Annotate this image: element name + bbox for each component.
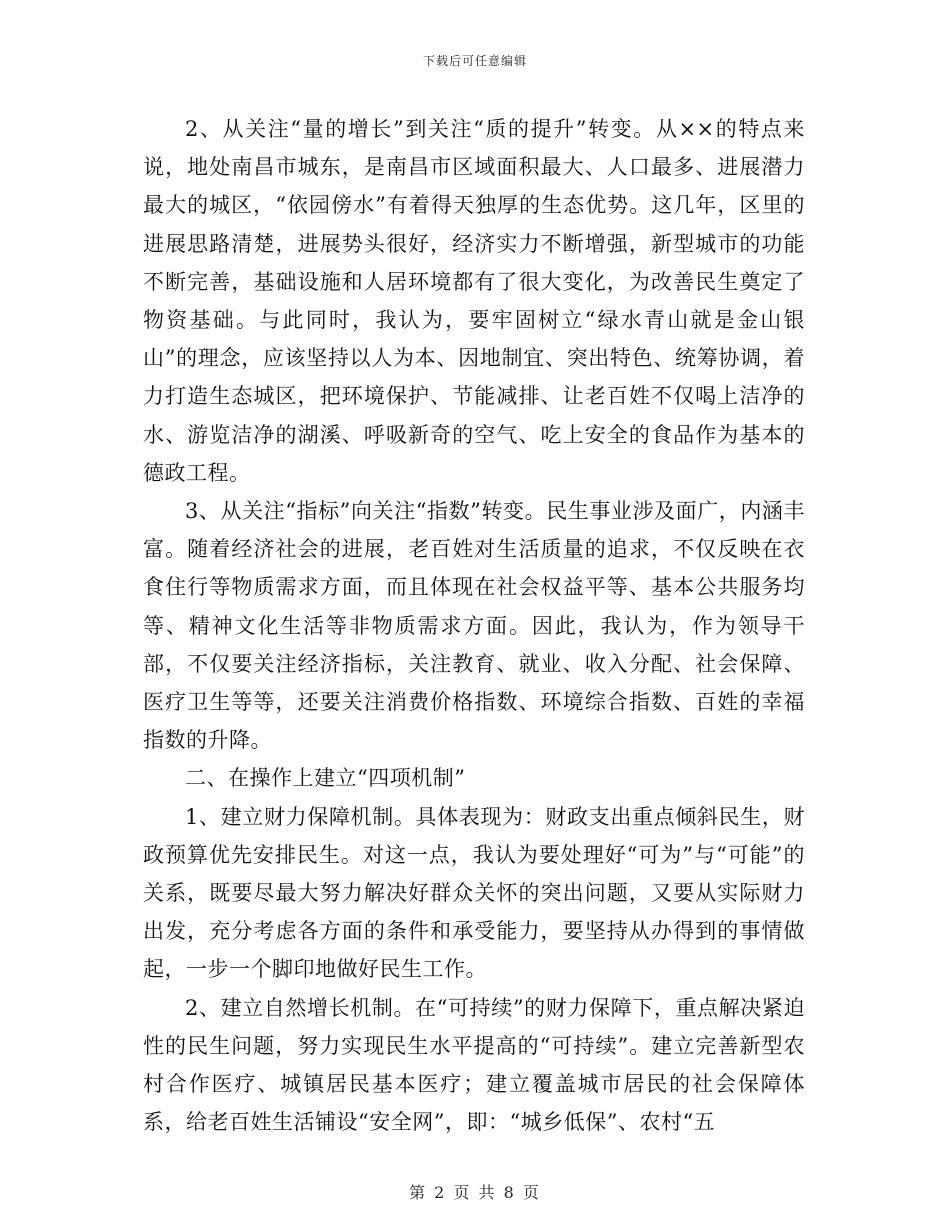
body-text [143,110,805,1141]
paragraph-point-2-quality: 2、从关注“量的增长”到关注“质的提升”转变。从××的特点来说，地处南昌市城东，是南昌市区域面积最大、人口最多、进展潜力最大的城区，“依园傍水”有着得天独厚的生态优势。这几年，区里的进展思路清楚，进展势头很好，经济实力不断增强，新型城市的功能不断完善，基础设施和人居环境都有了很大变化，为改善民生奠定了物资基础。与此同时，我认为，要牢固树立“绿水青山就是金山银山”的理念，应该坚持以人为本、因地制宜、突出特色、统筹协调，着力打造生态城区，把环境保护、节能减排、让老百姓不仅喝上洁净的水、游览洁净的湖溪、呼吸新奇的空气、吃上安全的食品作为基本的德政工程。 [143,117,805,485]
section-heading-four-mechanisms: 二、在操作上建立“四项机制” [185,766,466,791]
page-number-footer: 第 2 页 共 8 页 [409,1183,541,1202]
paragraph-financial-guarantee: 1、建立财力保障机制。具体表现为：财政支出重点倾斜民生，财政预算优先安排民生。对这一点，我认为要处理好“可为”与“可能”的关系，既要尽最大努力解决好群众关怀的突出问题，又要从实际财力出发，充分考虑各方面的条件和承受能力，要坚持从办得到的事情做起，一步一个脚印地做好民生工作。 [143,804,805,982]
page-header: 下载后可任意编辑 [422,54,527,68]
paragraph-point-3-index: 3、从关注“指标”向关注“指数”转变。民生事业涉及面广，内涵丰富。随着经济社会的进展，老百姓对生活质量的追求，不仅反映在衣食住行等物质需求方面，而且体现在社会权益平等、基本公共服务均等、精神文化生活等非物质需求方面。因此，我认为，作为领导干部，不仅要关注经济指标，关注教育、就业、收入分配、社会保障、医疗卫生等等，还要关注消费价格指数、环境综合指数、百姓的幸福指数的升降。 [143,499,805,753]
paragraph-natural-growth: 2、建立自然增长机制。在“可持续”的财力保障下，重点解决紧迫性的民生问题，努力实现民生水平提高的“可持续”。建立完善新型农村合作医疗、城镇居民基本医疗；建立覆盖城市居民的社会保障体系，给老百姓生活铺设“安全网”，即：“城乡低保”、农村“五 [143,995,805,1135]
